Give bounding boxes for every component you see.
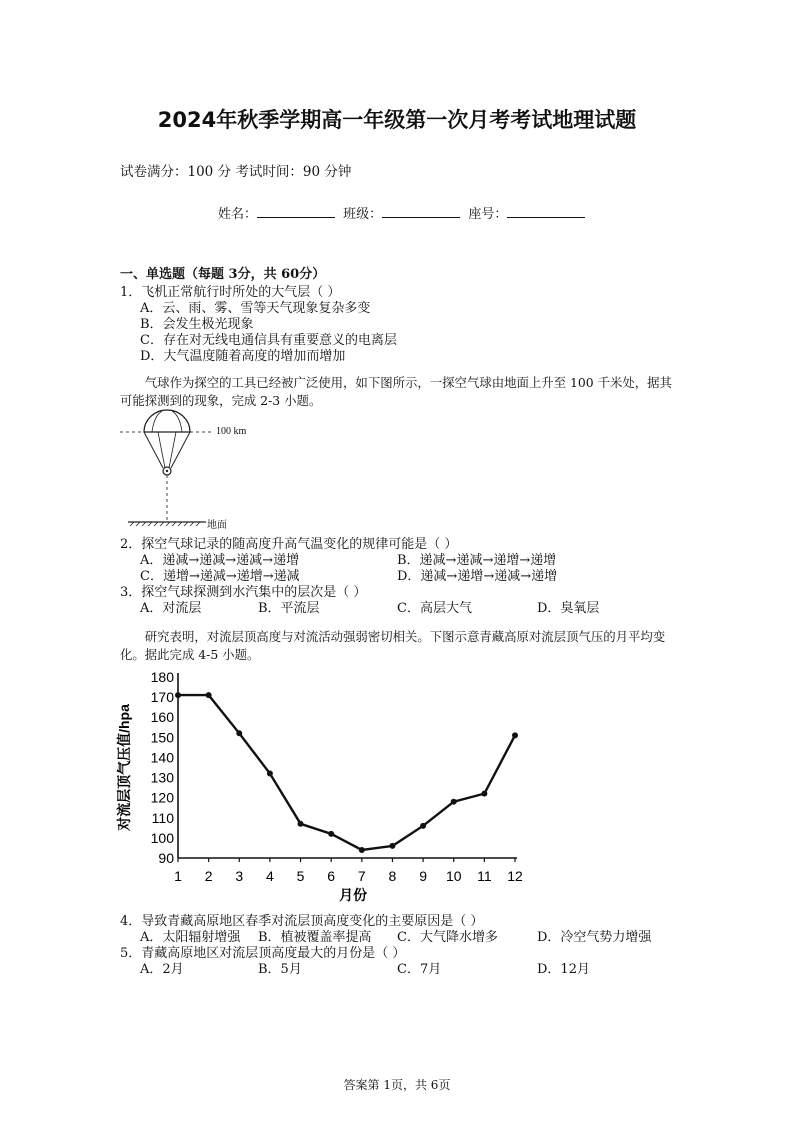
q5-stem: 5．青藏高原地区对流层顶高度最大的月份是（ ） <box>120 946 406 961</box>
q3-stem: 3．探空气球探测到水汽集中的层次是（ ） <box>120 585 367 600</box>
x-tick-label: 8 <box>388 868 397 884</box>
x-tick-label: 6 <box>327 868 336 884</box>
q4-option-b: B．植被覆盖率提高 <box>258 930 372 945</box>
x-axis-label: 月份 <box>339 887 368 903</box>
q1-option-d: D．大气温度随着高度的增加而增加 <box>140 349 346 364</box>
y-tick-label: 130 <box>150 769 174 786</box>
x-tick-label: 12 <box>507 868 523 884</box>
q1-option-b: B．会发生极光现象 <box>140 317 254 332</box>
q3-option-a: A．对流层 <box>140 601 202 616</box>
data-point <box>420 823 426 829</box>
q1-option-c: C．存在对无线电通信具有重要意义的电离层 <box>140 333 397 348</box>
y-tick-label: 160 <box>150 709 174 726</box>
x-tick-label: 7 <box>357 868 366 884</box>
section-heading: 一、单选题（每题 3分，共 60分） <box>120 267 326 282</box>
q5-option-b: B．5月 <box>258 962 302 977</box>
q4-option-a: A．太阳辐射增强 <box>140 930 241 945</box>
y-tick-label: 100 <box>150 829 174 846</box>
data-point <box>298 821 304 827</box>
class-blank <box>382 205 460 218</box>
data-point <box>481 791 487 797</box>
parachute-icon <box>144 410 190 432</box>
data-point <box>267 771 273 777</box>
data-point <box>451 799 457 805</box>
y-tick-label: 140 <box>150 749 174 766</box>
q3-option-d: D．臭氧层 <box>537 601 600 616</box>
student-info <box>218 203 589 222</box>
x-tick-label: 4 <box>266 868 274 884</box>
q4-stem: 4．导致青藏高原地区春季对流层顶高度变化的主要原因是（ ） <box>120 914 484 929</box>
intro-4-5: 研究表明，对流层顶高度与对流活动强弱密切相关。下图示意青藏高原对流层顶气压的月平均变化。据此完成 4-5 小题。 <box>120 629 666 662</box>
q2-option-a: A．递减→递减→递减→递增 <box>140 553 300 568</box>
seat-blank <box>507 205 585 218</box>
y-tick-label: 170 <box>150 689 174 706</box>
altitude-label: 100 km <box>216 426 247 437</box>
q4-option-d: D．冷空气势力增强 <box>537 930 652 945</box>
name-blank <box>257 205 335 218</box>
page-title: 2024年秋季学期高一年级第一次月考考试地理试题 <box>157 108 637 132</box>
page-footer: 答案第 1页，共 6页 <box>343 1078 451 1092</box>
x-tick-label: 2 <box>204 868 213 884</box>
q5-option-d: D．12月 <box>537 962 590 977</box>
data-point <box>236 730 242 736</box>
x-tick-label: 1 <box>174 868 182 884</box>
q1-option-a: A．云、雨、雾、雪等天气现象复杂多变 <box>140 301 371 316</box>
y-tick-label: 120 <box>150 789 174 806</box>
x-tick-label: 10 <box>445 868 462 884</box>
y-tick-label: 150 <box>150 729 174 746</box>
data-point <box>389 843 395 849</box>
exam-meta: 试卷满分：100 分 考试时间：90 分钟 <box>120 164 352 180</box>
data-point <box>175 692 181 698</box>
name-label: 姓名： <box>218 207 258 222</box>
q3-option-c: C．高层大气 <box>397 601 472 616</box>
data-point <box>206 692 212 698</box>
x-tick-label: 5 <box>296 868 305 884</box>
q5-option-a: A．2月 <box>140 962 184 977</box>
q3-option-b: B．平流层 <box>258 601 320 616</box>
data-point <box>328 831 334 837</box>
x-tick-label: 11 <box>477 868 492 884</box>
q1-stem: 1．飞机正常航行时所处的大气层（ ） <box>120 285 341 300</box>
data-point <box>359 847 365 853</box>
y-tick-label: 90 <box>158 850 174 866</box>
class-label: 班级： <box>343 207 383 222</box>
ground-label: 地面 <box>207 520 227 531</box>
seat-label: 座号： <box>468 207 508 222</box>
q5-option-c: C．7月 <box>397 962 442 977</box>
x-tick-label: 9 <box>419 868 427 884</box>
q2-option-b: B．递减→递减→递增→递增 <box>397 553 557 568</box>
pressure-line-chart <box>115 665 535 905</box>
q2-option-d: D．递减→递增→递减→递增 <box>397 569 558 584</box>
series-line <box>178 695 515 850</box>
q4-option-c: C．大气降水增多 <box>397 930 498 945</box>
intro-2-3: 气球作为探空的工具已经被广泛使用，如下图所示，一探空气球由地面上升至 100 千米处，据其可能探测到的现象，完成 2-3 小题。 <box>120 375 672 408</box>
x-tick-label: 3 <box>235 868 244 884</box>
q2-option-c: C．递增→递减→递增→递减 <box>140 569 300 584</box>
y-tick-label: 110 <box>151 809 174 826</box>
y-axis-label: 对流层顶气压值/hpa <box>116 704 132 831</box>
q2-stem: 2．探空气球记录的随高度升高气温变化的规律可能是（ ） <box>120 537 458 552</box>
y-tick-label: 180 <box>150 669 174 685</box>
data-point <box>512 732 518 738</box>
